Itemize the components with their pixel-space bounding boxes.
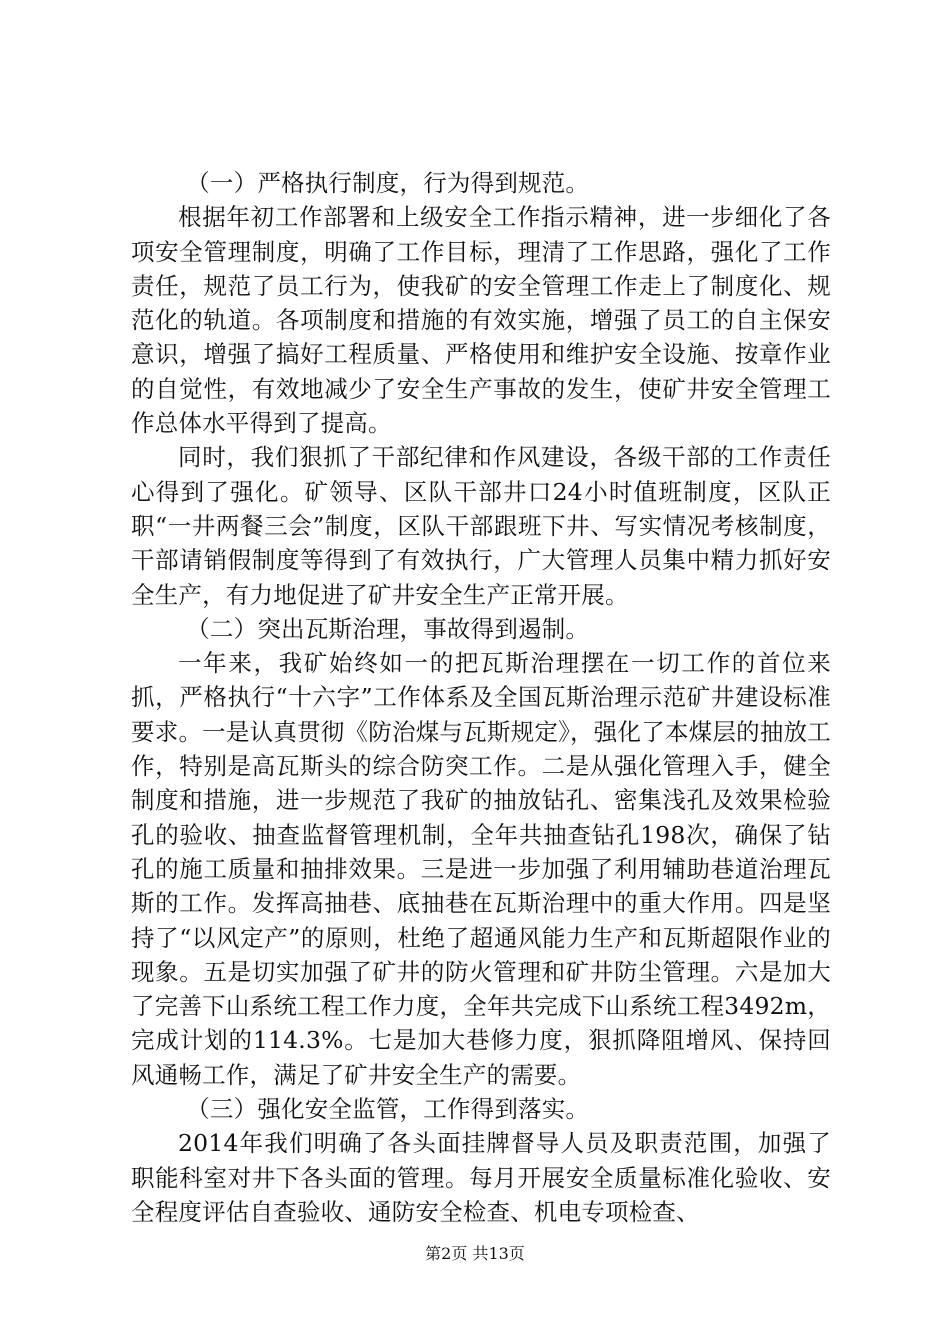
paragraph-2: 同时，我们狠抓了干部纪律和作风建设，各级干部的工作责任心得到了强化。矿领导、区队干部井口24小时值班制度，区队正职“一井两餐三会”制度，区队干部跟班下井、写实情况考核制度，干部请销假制度等得到了有效执行，广大管理人员集中精力抓好安全生产，有力地促进了矿井安全生产正常开展。: [131, 443, 831, 609]
section-heading-1: （一）严格执行制度，行为得到规范。: [186, 169, 590, 197]
document-body: [131, 166, 831, 1229]
paragraph-4: 2014年我们明确了各头面挂牌督导人员及职责范围，加强了职能科室对井下各头面的管理。每月开展安全质量标准化验收、安全程度评估自查验收、通防安全检查、机电专项检查、: [131, 1129, 831, 1226]
paragraph-1: 根据年初工作部署和上级安全工作指示精神，进一步细化了各项安全管理制度，明确了工作目标，理清了工作思路，强化了工作责任，规范了员工行为，使我矿的安全管理工作走上了制度化、规范化的轨道。各项制度和措施的有效实施，增强了员工的自主保安意识，增强了搞好工程质量、严格使用和维护安全设施、按章作业的自觉性，有效地减少了安全生产事故的发生，使矿井安全管理工作总体水平得到了提高。: [131, 203, 831, 438]
section-heading-3: （三）强化安全监管，工作得到落实。: [186, 1095, 590, 1124]
page-footer: 第2页 共13页: [425, 1244, 525, 1263]
paragraph-3: 一年来，我矿始终如一的把瓦斯治理摆在一切工作的首位来抓，严格执行“十六字”工作体系及全国瓦斯治理示范矿井建设标准要求。一是认真贯彻《防治煤与瓦斯规定》，强化了本煤层的抽放工作，特别是高瓦斯头的综合防突工作。二是从强化管理入手，健全制度和措施，进一步规范了我矿的抽放钻孔、密集浅孔及效果检验孔的验收、抽查监督管理机制，全年共抽查钻孔198次，确保了钻孔的施工质量和抽排效果。三是进一步加强了利用辅助巷道治理瓦斯的工作。发挥高抽巷、底抽巷在瓦斯治理中的重大作用。四是坚持了“以风定产”的原则，杜绝了超通风能力生产和瓦斯超限作业的现象。五是切实加强了矿井的防火管理和矿井防尘管理。六是加大了完善下山系统工程工作力度，全年共完成下山系统工程3492m，完成计划的114.3%。七是加大巷修力度，狠抓降阻增风、保持回风通畅工作，满足了矿井安全生产的需要。: [131, 649, 831, 1089]
section-heading-2: （二）突出瓦斯治理，事故得到遏制。: [186, 614, 590, 643]
